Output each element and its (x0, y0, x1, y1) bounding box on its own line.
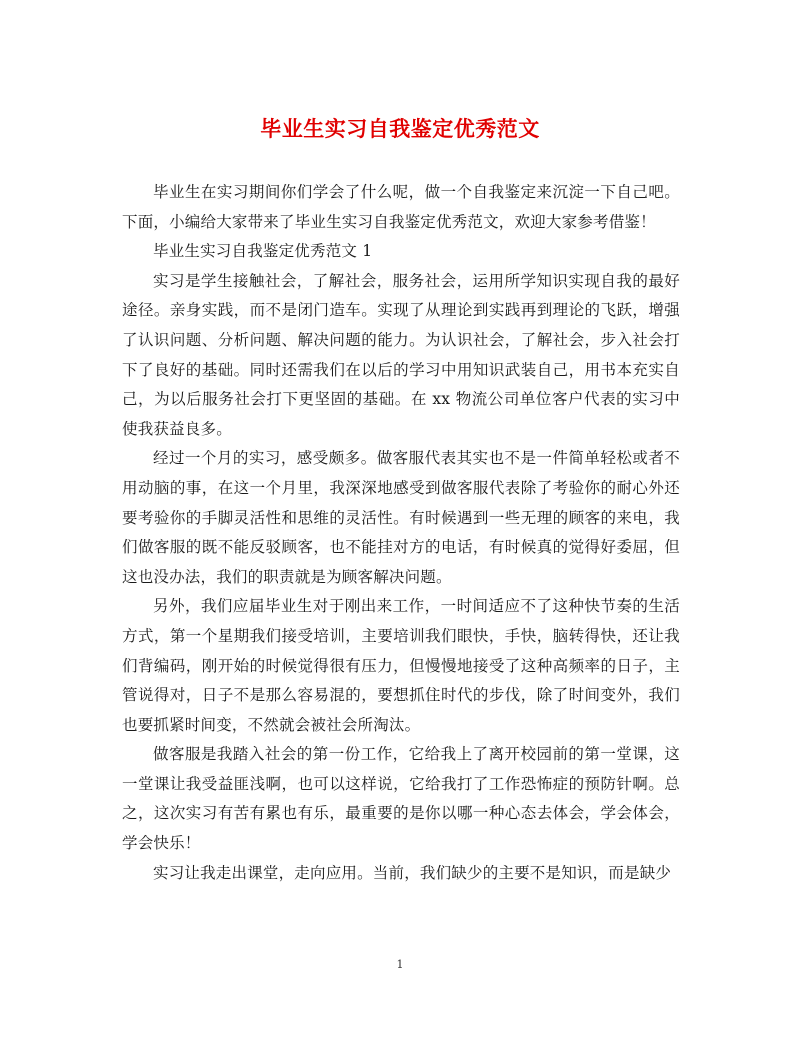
paragraph-2: 经过一个月的实习，感受颇多。做客服代表其实也不是一件简单轻松或者不用动脑的事，在这一个月里，我深深地感受到做客服代表除了考验你的耐心外还要考验你的手脚灵活性和思维的灵活性。有时候遇到一些无理的顾客的来电，我们做客服的既不能反驳顾客，也不能挂对方的电话，有时候真的觉得好委屈，但这也没办法，我们的职责就是为顾客解决问题。 (122, 449, 680, 586)
paragraph-intro: 毕业生在实习期间你们学会了什么呢，做一个自我鉴定来沉淀一下自己吧。下面，小编给大家带来了毕业生实习自我鉴定优秀范文，欢迎大家参考借鉴！ (122, 183, 680, 231)
page-number: 1 (396, 958, 404, 971)
document-body (122, 178, 680, 888)
section-heading: 毕业生实习自我鉴定优秀范文 1 (153, 242, 373, 261)
document-title: 毕业生实习自我鉴定优秀范文 (260, 117, 540, 141)
paragraph-3: 另外，我们应届毕业生对于刚出来工作，一时间适应不了这种快节奏的生活方式，第一个星期我们接受培训，主要培训我们眼快，手快，脑转得快，还让我们背编码，刚开始的时候觉得很有压力，但慢慢地接受了这种高频率的日子，主管说得对，日子不是那么容易混的，要想抓住时代的步伐，除了时间变外，我们也要抓紧时间变，不然就会被社会所淘汰。 (122, 597, 680, 734)
paragraph-5: 实习让我走出课堂，走向应用。当前，我们缺少的主要不是知识，而是缺少 (153, 863, 672, 882)
paragraph-1: 实习是学生接触社会，了解社会，服务社会，运用所学知识实现自我的最好途径。亲身实践，而不是闭门造车。实现了从理论到实践再到理论的飞跃，增强了认识问题、分析问题、解决问题的能力。为认识社会，了解社会，步入社会打下了良好的基础。同时还需我们在以后的学习中用知识武装自己，用书本充实自己，为以后服务社会打下更坚固的基础。在 xx 物流公司单位客户代表的实习中使我获益良多。 (122, 271, 680, 438)
paragraph-4: 做客服是我踏入社会的第一份工作，它给我上了离开校园前的第一堂课，这一堂课让我受益匪浅啊，也可以这样说，它给我打了工作恐怖症的预防针啊。总之，这次实习有苦有累也有乐，最重要的是你以哪一种心态去体会，学会体会，学会快乐！ (122, 745, 680, 853)
